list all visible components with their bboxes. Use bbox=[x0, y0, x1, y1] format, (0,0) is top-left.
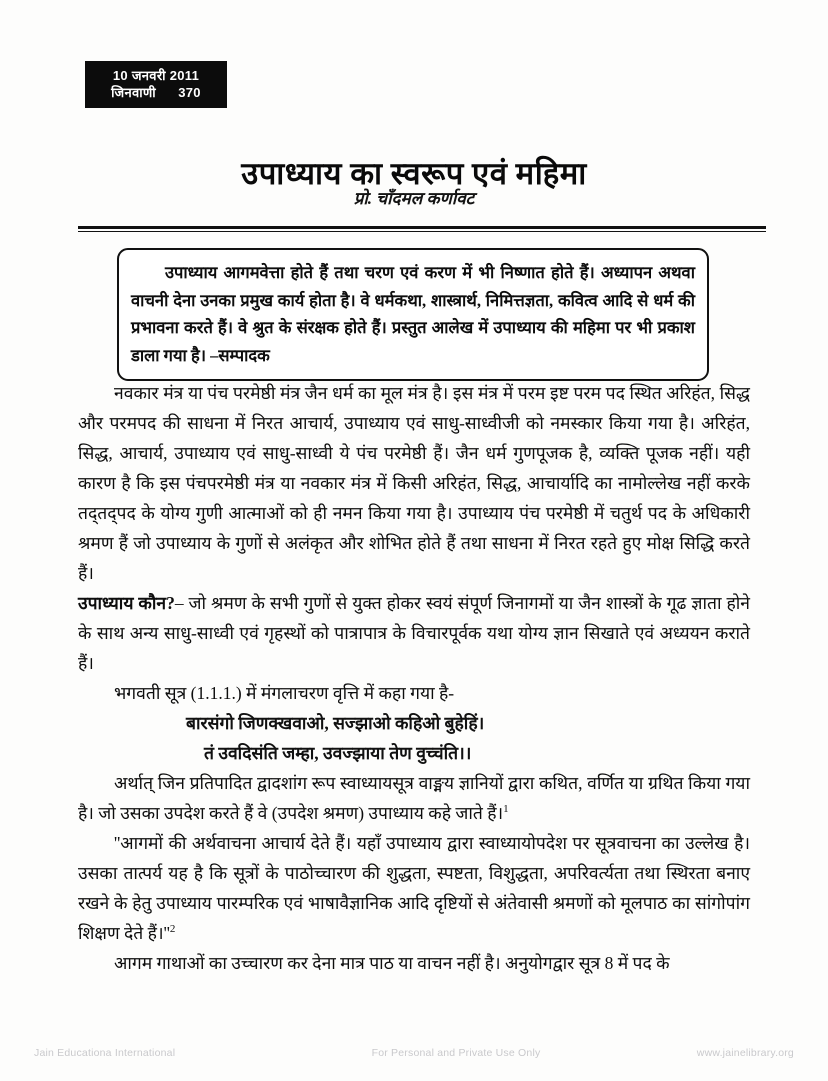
editor-credit: –सम्पादक bbox=[210, 345, 270, 365]
divider-thin-line bbox=[78, 231, 766, 232]
page-footer bbox=[34, 1047, 794, 1059]
footer-center-text: For Personal and Private Use Only bbox=[371, 1047, 541, 1059]
issue-date: 10 जनवरी 2011 bbox=[112, 68, 200, 83]
paragraph-5 bbox=[78, 828, 750, 948]
verse-line-2: तं उवदिसंति जम्हा, उवज्झाया तेण वुच्चंति।। bbox=[204, 743, 472, 763]
paragraph-5-text: ''आगमों की अर्थवाचना आचार्य देते हैं। यहाँ उपाध्याय द्वारा स्वाध्यायोपदेश पर सूत्रवाचना का उल्लेख है। उसका तात्पर्य यह है कि सूत्रों के पाठोच्चारण की शुद्धता, स्पष्टता, विशुद्धता, अपरिवर्त्यता तथा स्थिरता बनाए रखने के हेतु उपाध्याय पारम्परिक एवं भाषावैज्ञानिक आदि दृष्टियों से अंतेवासी श्रमणों को मूलपाठ का सांगोपांग शिक्षण देते हैं।'' bbox=[78, 833, 750, 943]
abstract-text bbox=[131, 259, 695, 369]
divider-thick-line bbox=[78, 226, 766, 229]
page-title: उपाध्याय का स्वरूप एवं महिमा bbox=[241, 155, 587, 191]
paragraph-4 bbox=[78, 768, 750, 828]
footer-left-text: Jain Educationa International bbox=[34, 1047, 176, 1059]
footer-right-link[interactable]: www.jainelibrary.org bbox=[696, 1047, 794, 1059]
issue-stamp bbox=[86, 62, 226, 107]
paragraph-3: भगवती सूत्र (1.1.1.) में मंगलाचरण वृत्ति में कहा गया है- bbox=[114, 683, 455, 703]
footnote-marker-2: 2 bbox=[169, 923, 176, 936]
lead-term-upadhyay-kaun: उपाध्याय कौन? bbox=[78, 593, 175, 613]
abstract-box bbox=[117, 248, 709, 381]
paragraph-6: आगम गाथाओं का उच्चारण कर देना मात्र पाठ या वाचन नहीं है। अनुयोगद्वार सूत्र 8 में पद के bbox=[114, 953, 670, 973]
page-number: 370 bbox=[178, 85, 201, 100]
footnote-marker-1: 1 bbox=[503, 803, 509, 816]
header-divider bbox=[78, 226, 766, 232]
paragraph-1: नवकार मंत्र या पंच परमेष्ठी मंत्र जैन धर्म का मूल मंत्र है। इस मंत्र में परम इष्ट परम पद स्थित अरिहंत, सिद्ध और परमपद की साधना में निरत आचार्य, उपाध्याय एवं साधु-साध्वीजी को नमस्कार किया गया है। अरिहंत, सिद्ध, आचार्य, उपाध्याय एवं साधु-साध्वी ये पंच परमेष्ठी हैं। जैन धर्म गुणपूजक है, व्यक्ति पूजक नहीं। यही कारण है कि इस पंचपरमेष्ठी मंत्र या नवकार मंत्र में किसी अरिहंत, सिद्ध, आचार्यादि का नामोल्लेख नहीं करके तद्तद्पद के योग्य गुणी आत्माओं को ही नमन किया गया है। उपाध्याय पंच परमेष्ठी में चतुर्थ पद के अधिकारी श्रमण हैं जो उपाध्याय के गुणों से अलंकृत और शोभित होते हैं तथा साधना में निरत रहते हुए मोक्ष सिद्धि करते हैं। bbox=[78, 383, 750, 583]
paragraph-2 bbox=[78, 588, 750, 678]
verse-line-1: बारसंगो जिणक्खवाओ, सज्झाओ कहिओ बुहेहिं। bbox=[186, 713, 485, 733]
article-body bbox=[78, 378, 750, 978]
paragraph-2-text: – जो श्रमण के सभी गुणों से युक्त होकर स्वयं संपूर्ण जिनागमों या जैन शास्त्रों के गूढ ज्ञाता होने के साथ अन्य साधु-साध्वी एवं गृहस्थों को पात्रापात्र के विचारपूर्वक यथा योग्य ज्ञान सिखाते एवं अध्ययन कराते हैं। bbox=[78, 593, 750, 673]
abstract-body: उपाध्याय आगमवेत्ता होते हैं तथा चरण एवं करण में भी निष्णात होते हैं। अध्यापन अथवा वाचनी देना उनका प्रमुख कार्य होता है। वे धर्मकथा, शास्त्रार्थ, निमित्तज्ञता, कवित्व आदि से धर्म की प्रभावना करते हैं। वे श्रुत के संरक्षक होते हैं। प्रस्तुत आलेख में उपाध्याय की महिमा पर भी प्रकाश डाला गया है। bbox=[131, 263, 695, 365]
paragraph-4-text: अर्थात् जिन प्रतिपादित द्वादशांग रूप स्वाध्यायसूत्र वाङ्मय ज्ञानियों द्वारा कथित, वर्णित या ग्रथित किया गया है। जो उसका उपदेश करते हैं वे (उपदेश श्रमण) उपाध्याय कहे जाते हैं। bbox=[78, 773, 750, 823]
magazine-name: जिनवाणी bbox=[111, 85, 156, 100]
article-author: प्रो. चाँदमल कर्णावट bbox=[353, 189, 475, 208]
issue-meta bbox=[86, 84, 226, 101]
